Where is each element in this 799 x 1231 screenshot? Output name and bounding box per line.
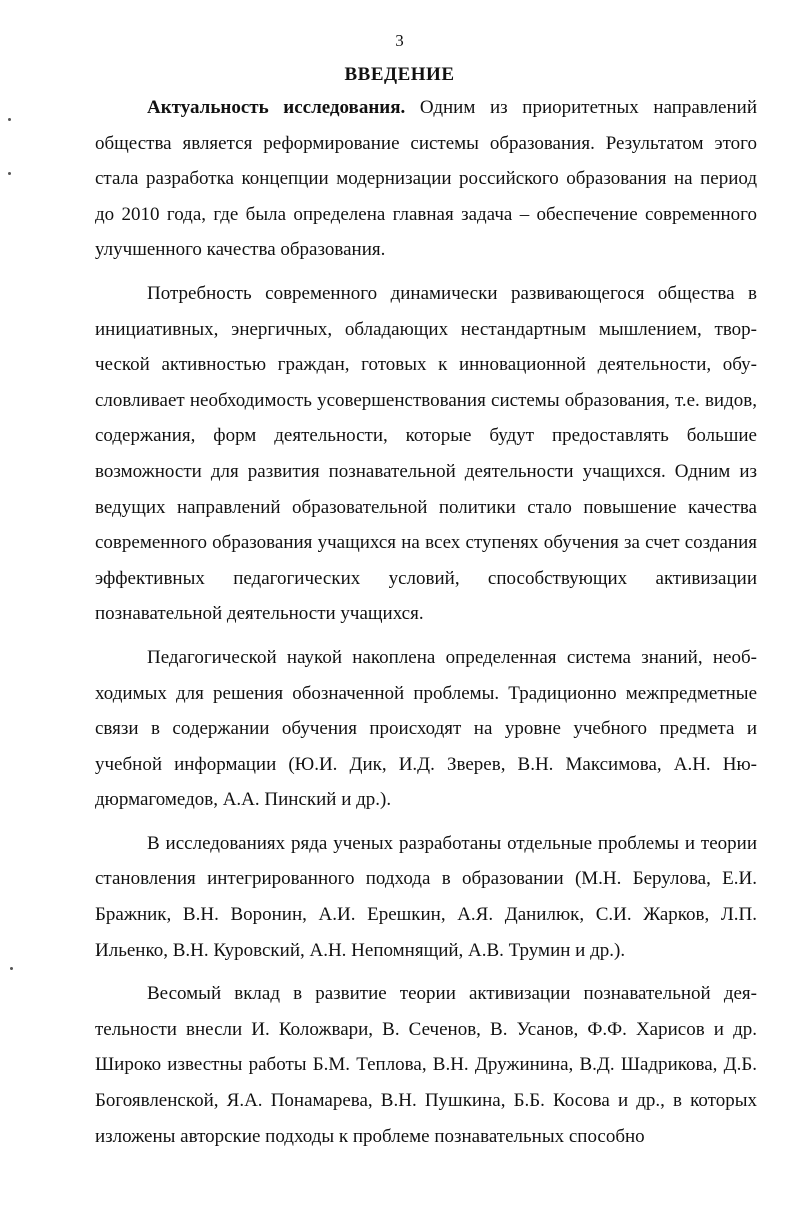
paragraph-society-needs: Потребность современного динамически развивающегося общества в инициативных, энергичных, обладающих нестандартным мышлением, творческой активностью граждан, готовых к инновационной деятельности, обусловливает необходимость усовершенствования системы образования, т.е. видов, содержания, форм деятельности, которые будут предоставлять большие возможности для развития познавательной деятельности учащихся. Одним из ведущих направлений образовательной политики стало повышение качества современного образования учащихся на всех ступенях обучения за счет создания эффективных педагогических условий, способствующих активизации познавательной деятельности учащихся.: [95, 282, 757, 625]
paragraph-pedagogical-science: Педагогической наукой накоплена определенная система знаний, необходимых для решения обозначенной проблемы. Традиционно межпредметные связи в содержании обучения происходят на уровне учебного предмета и учебной информации (Ю.И. Дик, И.Д. Зверев, В.Н. Максимова, А.Н. Нюдюрмагомедов, А.А. Пинский и др.).: [95, 646, 757, 811]
body-text: [95, 90, 757, 1162]
scan-speck: [10, 967, 13, 970]
paragraph-integrated-approach: В исследованиях ряда ученых разработаны отдельные проблемы и теории становления интегрированного подхода в образовании (М.Н. Берулова, Е.И. Бражник, В.Н. Воронин, А.И. Ерешкин, А.Я. Данилюк, С.И. Жарков, Л.П. Ильенко, В.Н. Куровский, А.Н. Непомнящий, А.В. Трумин и др.).: [95, 832, 757, 961]
scan-speck: [8, 172, 11, 175]
section-heading: ВВЕДЕНИЕ: [344, 64, 455, 85]
paragraph-relevance: [95, 90, 757, 268]
page-number: 3: [395, 31, 404, 50]
paragraph-lead: Актуальность исследования.: [147, 97, 406, 118]
paragraph-cognitive-activity: Весомый вклад в развитие теории активизации познавательной деятельности внесли И. Коложвари, В. Сеченов, В. Усанов, Ф.Ф. Харисов и др. Широко известны работы Б.М. Теплова, В.Н. Дружинина, В.Д. Шадрикова, Д.Б. Богоявленской, Я.А. Понамарева, В.Н. Пушкина, Б.Б. Косова и др., в которых изложены авторские подходы к проблеме познавательных способно: [95, 983, 757, 1147]
paragraph-text: Одним из приоритетных направлений общества является реформирование системы образования. Результатом этого стала разработка концепции модернизации российского образования на период до 2010 года, где была определена главная задача – обеспечение современного улучшенного качества образования.: [95, 97, 757, 261]
scan-speck: [8, 118, 11, 121]
